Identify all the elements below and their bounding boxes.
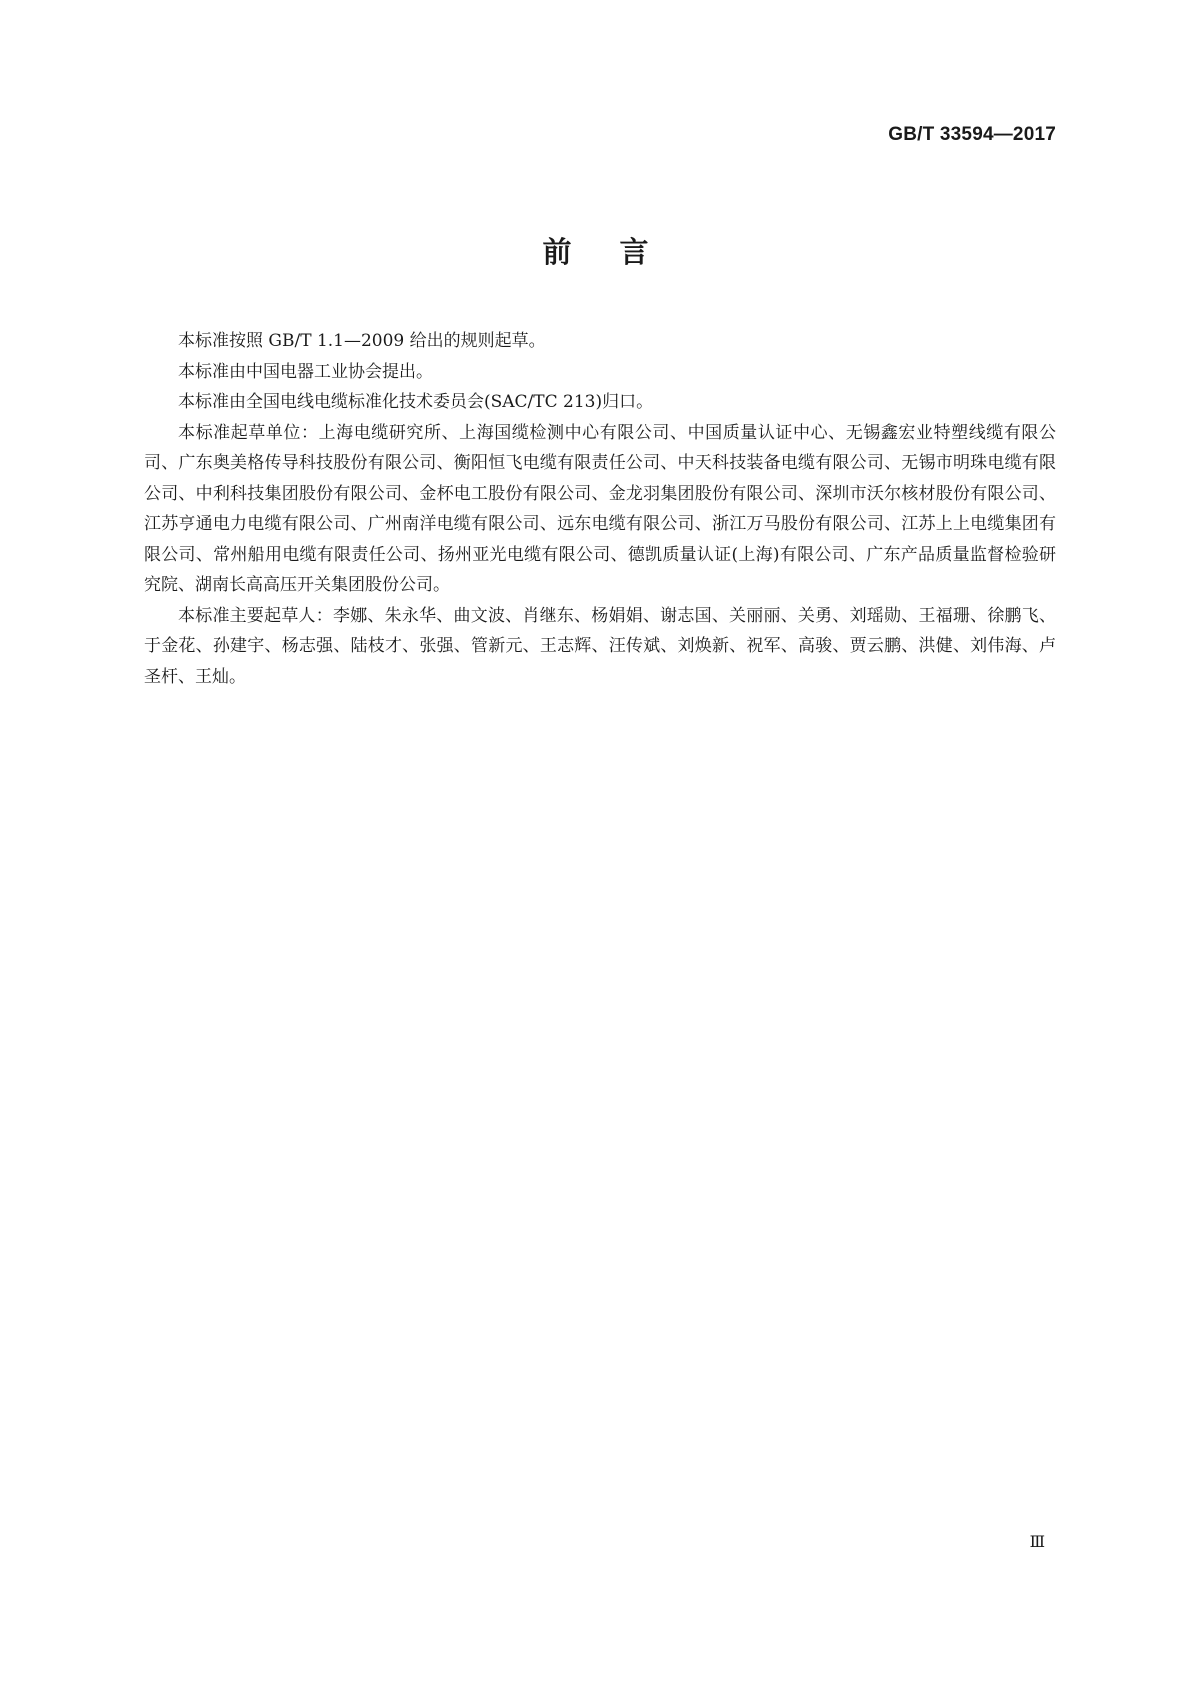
foreword-body: [144, 326, 1056, 692]
paragraph-drafting-rules: 本标准按照 GB/T 1.1—2009 给出的规则起草。: [178, 331, 546, 351]
paragraph-drafting-organizations: 本标准起草单位：上海电缆研究所、上海国缆检测中心有限公司、中国质量认证中心、无锡鑫宏业特塑线缆有限公司、广东奥美格传导科技股份有限公司、衡阳恒飞电缆有限责任公司、中天科技装备电缆有限公司、无锡市明珠电缆有限公司、中利科技集团股份有限公司、金杯电工股份有限公司、金龙羽集团股份有限公司、深圳市沃尔核材股份有限公司、江苏亨通电力电缆有限公司、广州南洋电缆有限公司、远东电缆有限公司、浙江万马股份有限公司、江苏上上电缆集团有限公司、常州船用电缆有限责任公司、扬州亚光电缆有限公司、德凯质量认证(上海)有限公司、广东产品质量监督检验研究院、湖南长高高压开关集团股份公司。: [144, 422, 1056, 595]
paragraph-proposer: 本标准由中国电器工业协会提出。: [178, 361, 433, 382]
page-number: Ⅲ: [1029, 1534, 1045, 1551]
standard-number: GB/T 33594—2017: [888, 124, 1056, 145]
page-title: 前言: [542, 235, 697, 269]
paragraph-main-drafters: 本标准主要起草人：李娜、朱永华、曲文波、肖继东、杨娟娟、谢志国、关丽丽、关勇、刘瑶勋、王福珊、徐鹏飞、于金花、孙建宇、杨志强、陆枝才、张强、管新元、王志辉、汪传斌、刘焕新、祝军、高骏、贾云鹏、洪健、刘伟海、卢圣杆、王灿。: [144, 605, 1056, 687]
paragraph-centralized-management: 本标准由全国电线电缆标准化技术委员会(SAC/TC 213)归口。: [178, 392, 654, 412]
